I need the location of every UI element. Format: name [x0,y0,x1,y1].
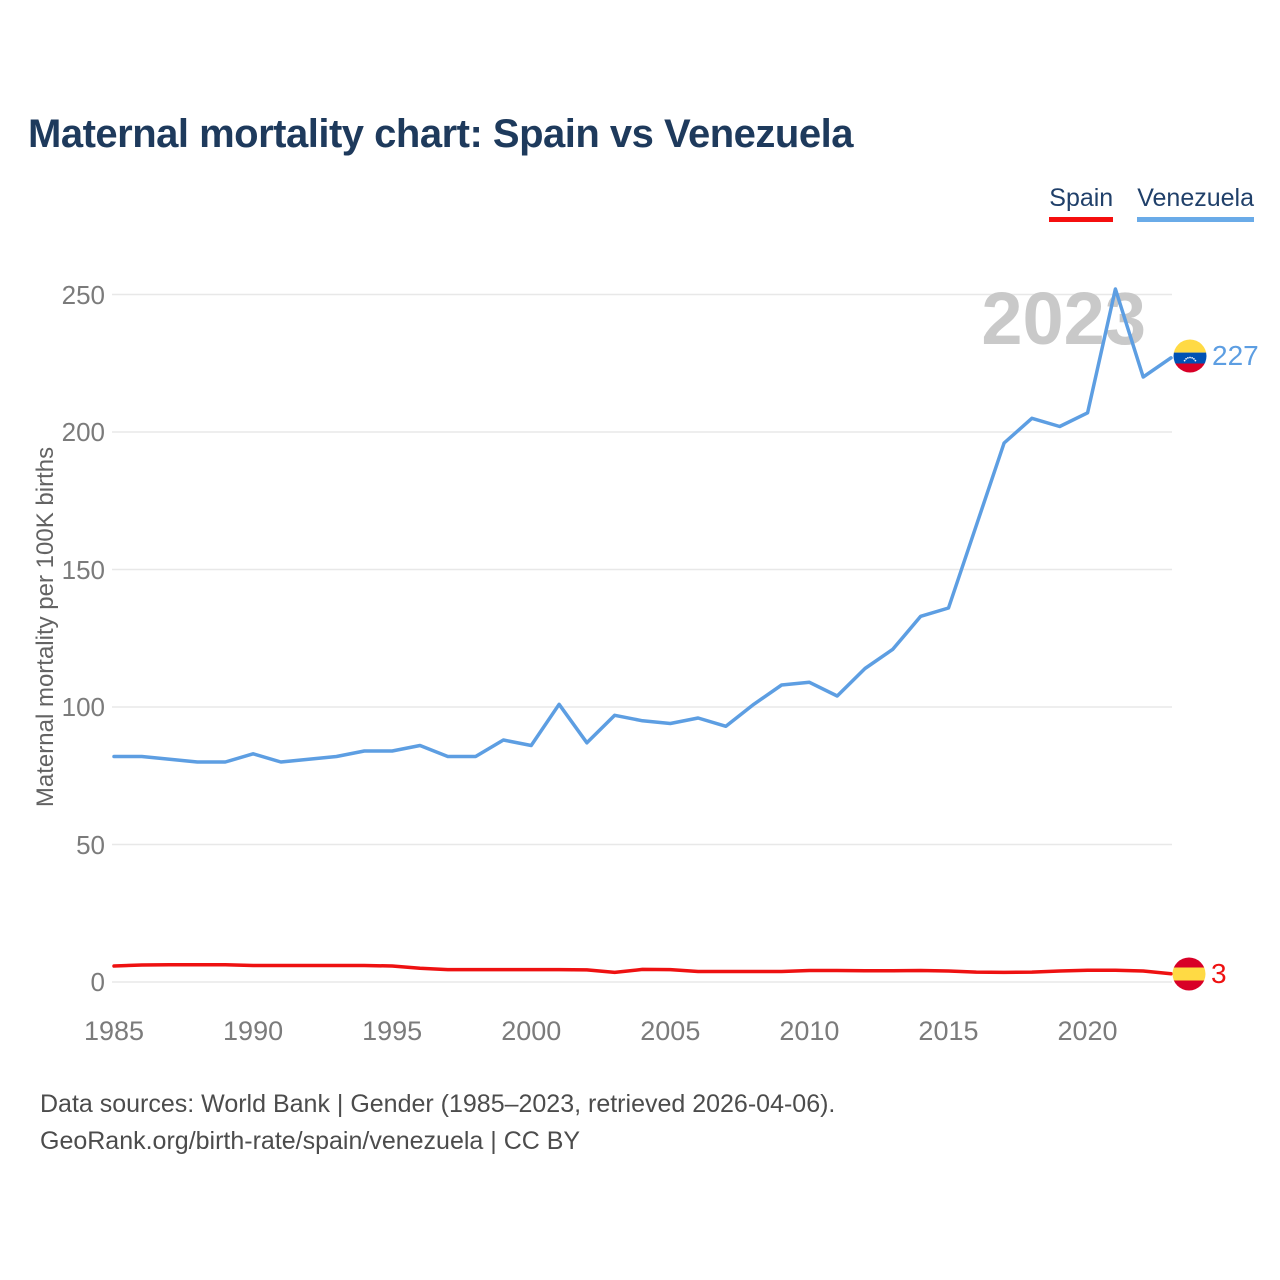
x-tick-1995: 1995 [362,1016,423,1046]
venezuela-end-label [1173,339,1259,373]
venezuela-flag-star-4 [1189,357,1191,359]
y-tick-0: 0 [90,967,105,997]
series-lines [114,289,1171,974]
venezuela-flag-icon [1173,339,1207,373]
y-tick-250: 250 [61,279,105,310]
y-tick-50: 50 [76,829,105,860]
legend-label-venezuela: Venezuela [1137,184,1254,212]
x-tick-2000: 2000 [501,1016,562,1046]
venezuela-end-value: 227 [1212,340,1259,371]
venezuela-flag-star-2 [1185,358,1187,360]
x-tick-2015: 2015 [918,1016,979,1046]
venezuela-flag-star-7 [1195,360,1197,362]
y-tick-150: 150 [61,554,105,585]
y-tick-200: 200 [61,417,105,447]
y-axis-title: Maternal mortality per 100K births [32,446,59,808]
y-tick-100: 100 [61,692,105,722]
x-tick-1990: 1990 [223,1016,284,1046]
x-tick-2005: 2005 [640,1016,701,1046]
venezuela-flag-star-5 [1191,357,1193,359]
venezuela-flag-star-1 [1184,360,1186,362]
spain-end-value: 3 [1211,958,1227,989]
legend-label-spain: Spain [1049,184,1114,212]
venezuela-flag-star-6 [1193,358,1195,360]
footer-data-sources: Data sources: World Bank | Gender (1985–2023, retrieved 2026-04-06). [40,1090,836,1118]
spain-flag-icon [1172,957,1206,991]
x-tick-1985: 1985 [83,1016,145,1046]
venezuela-flag-star-3 [1187,357,1189,359]
spain-end-label [1172,957,1227,991]
x-tick-2010: 2010 [779,1016,840,1046]
spain-line[interactable] [114,965,1171,974]
gridlines [112,295,1172,983]
x-tick-2020: 2020 [1057,1016,1118,1046]
watermark-year: 2023 [981,277,1146,360]
footer-attribution: GeoRank.org/birth-rate/spain/venezuela | CC BY [40,1127,581,1155]
page-title: Maternal mortality chart: Spain vs Venezuela [28,112,853,156]
